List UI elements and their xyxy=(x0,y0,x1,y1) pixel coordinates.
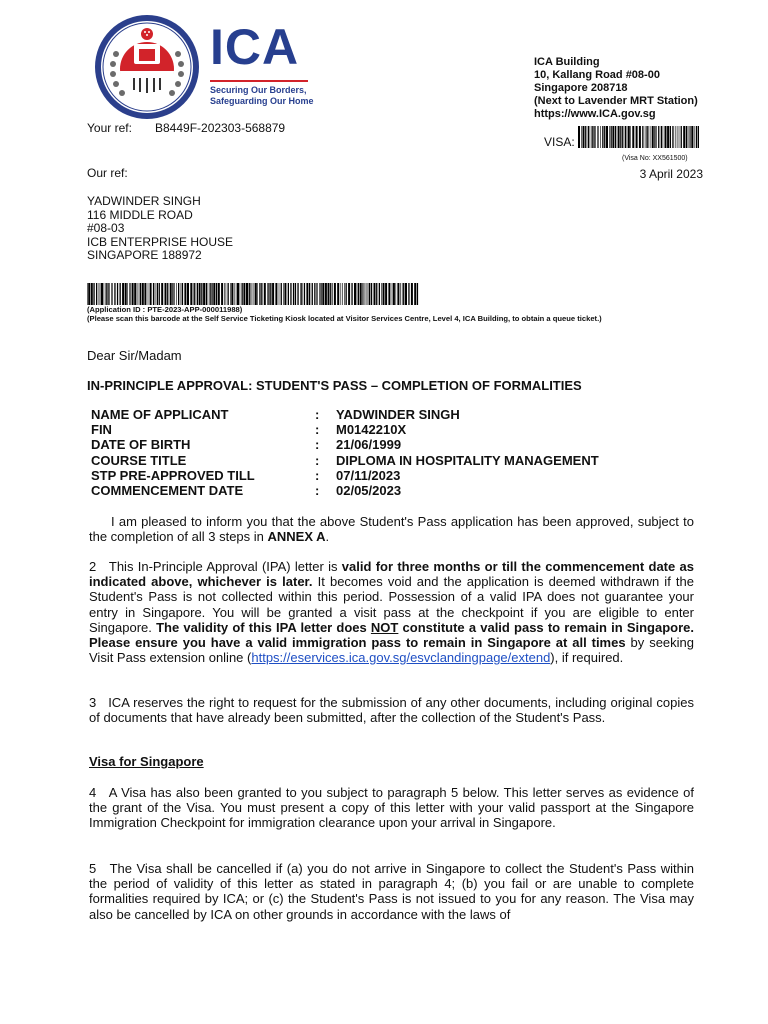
application-id: (Application ID : PTE-2023-APP-000011988) (Please scan this barcode at the Self Service Ticketing Kiosk located at Visitor Services Centre, Level 4, ICA Building, to obtain a queue ticket.) xyxy=(87,305,602,323)
our-ref-label: Our ref: xyxy=(87,166,128,180)
your-ref-label: Your ref: xyxy=(87,121,132,135)
letter-subject: IN-PRINCIPLE APPROVAL: STUDENT'S PASS – COMPLETION OF FORMALITIES xyxy=(87,378,582,393)
paragraph-4: 4 A Visa has also been granted to you subject to paragraph 5 below. This letter serves as evidence of the grant of the Visa. You must present a copy of this letter with your valid passport at the Singapore Immigration Checkpoint for immigration clearance upon your arrival in Singapore. xyxy=(89,785,695,831)
paragraph-1: I am pleased to inform you that the above Student's Pass application has been approved, subject to the completion of all 3 steps in ANNEX A. xyxy=(89,514,694,545)
barcode-scan-note: (Please scan this barcode at the Self Service Ticketing Kiosk located at Visitor Services Centre, Level 4, ICA Building, to obtain a queue ticket.) xyxy=(87,314,602,323)
paragraph-number: 5 xyxy=(89,861,97,876)
visa-number: (Visa No: XX561500) xyxy=(622,155,688,162)
paragraph-number: 4 xyxy=(89,785,97,800)
visa-section-heading: Visa for Singapore xyxy=(89,754,204,769)
salutation: Dear Sir/Madam xyxy=(87,348,182,363)
recipient-name: YADWINDER SINGH xyxy=(87,194,201,208)
paragraph-3: 3 ICA reserves the right to request for the submission of any other documents, including original copies of documents that have already been submitted, after the collection of the Student's Pass. xyxy=(89,695,694,726)
ica-wordmark: ICA xyxy=(210,19,300,75)
ica-website: https://www.ICA.gov.sg xyxy=(534,108,656,120)
visa-barcode-icon xyxy=(578,126,700,148)
visa-label: VISA: xyxy=(544,135,575,149)
logo-tagline: Securing Our Borders, Safeguarding Our Home xyxy=(210,85,314,106)
logo-divider xyxy=(210,80,308,82)
application-barcode-icon xyxy=(87,283,419,305)
recipient-address: YADWINDER SINGH 116 MIDDLE ROAD #08-03 ICB ENTERPRISE HOUSE SINGAPORE 188972 xyxy=(87,194,234,263)
ica-crest-seal-icon xyxy=(94,14,200,120)
paragraph-5: 5 The Visa shall be cancelled if (a) you do not arrive in Singapore to collect the Student's Pass within the period of validity of this letter as stated in paragraph 4; (b) you fail or are unable to complete formalities required by ICA; or (c) the Student's Pass is not issued to you for any reason. The Visa may also be cancelled by ICA on other grounds in accordance with the laws of xyxy=(89,861,695,922)
your-ref-value: B8449F-202303-568879 xyxy=(155,121,286,135)
ica-address: ICA Building 10, Kallang Road #08-00 Singapore 208718 (Next to Lavender MRT Station) https://www.ICA.gov.sg xyxy=(534,56,698,120)
paragraph-2: 2 This In-Principle Approval (IPA) letter is valid for three months or till the commencement date as indicated above, whichever is later. It becomes void and the application is deemed withdrawn if the Student's Pass is not collected within this period. Possession of a valid IPA does not guarantee your entry in Singapore. You will be granted a visit pass at the checkpoint if you are eligible to enter Singapore. The validity of this IPA letter does NOT constitute a valid pass to remain in Singapore. Please ensure you have a valid immigration pass to remain in Singapore at all times by seeking Visit Pass extension online (https://eservices.ica.gov.sg/esvclandingpage/extend), if required. xyxy=(89,559,695,666)
letter-date: 3 April 2023 xyxy=(639,167,703,181)
paragraph-number: 2 xyxy=(89,559,97,574)
paragraph-number: 3 xyxy=(89,695,97,710)
visit-pass-extension-link[interactable]: https://eservices.ica.gov.sg/esvclandingpage/extend xyxy=(251,650,551,666)
